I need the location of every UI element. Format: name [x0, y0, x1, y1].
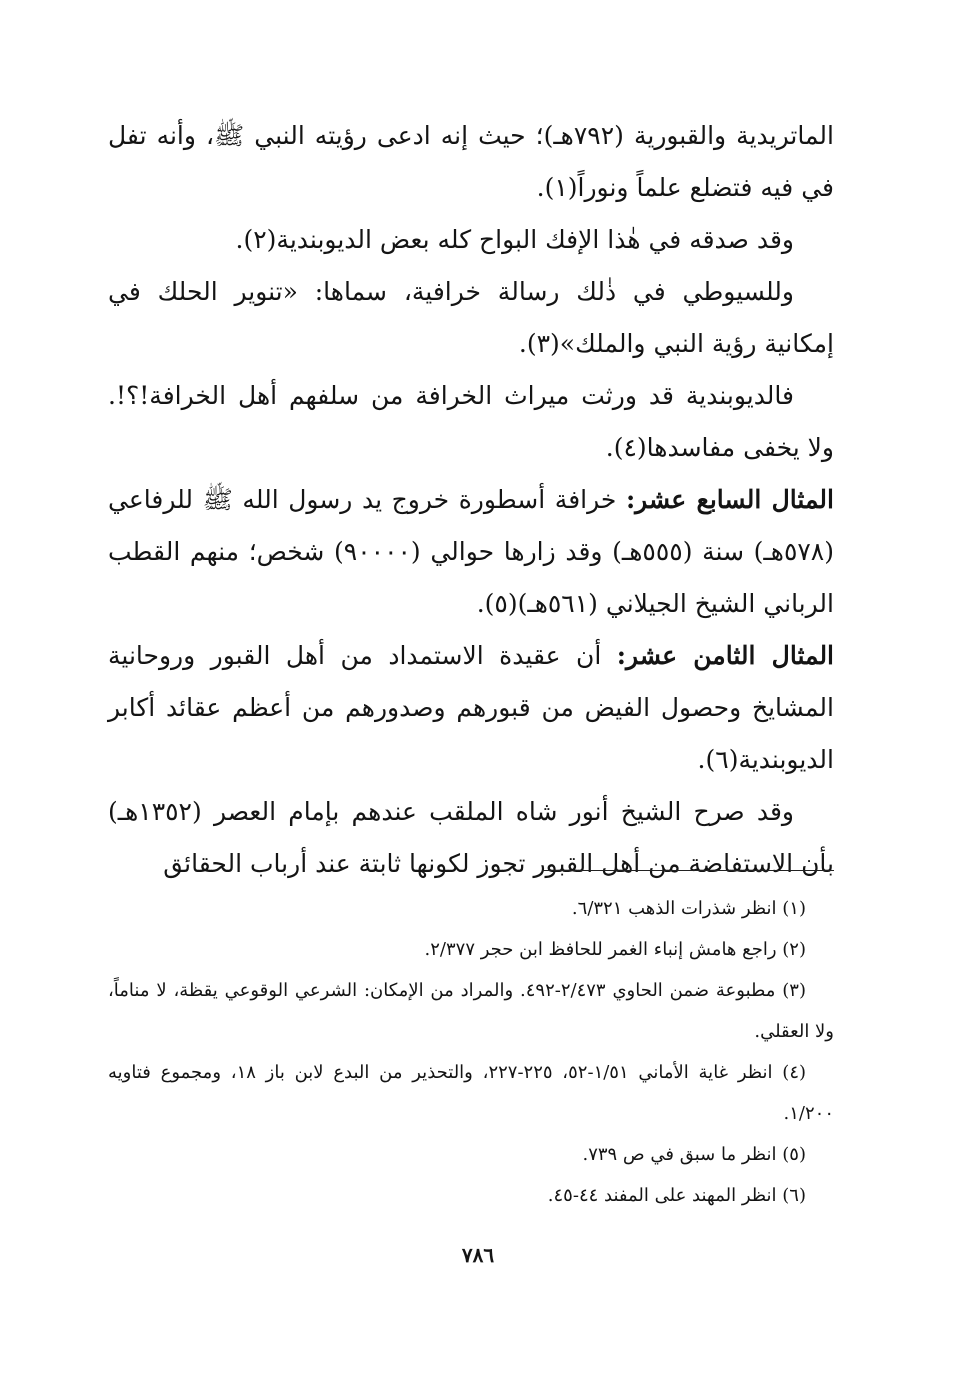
- paragraph-suyuti-treatise: وللسيوطي في ذٰلك رسالة خرافية، سماها: «تنوير الحلك في إمكانية رؤية النبي والملك»(٣).: [108, 277, 834, 358]
- main-text: [108, 110, 834, 890]
- footnote-2: (٢) راجع هامش إنباء الغمر للحافظ ابن حجر ٢/٣٧٧.: [424, 939, 806, 960]
- footnote-divider: [542, 870, 834, 871]
- example-17-text: خرافة أسطورة خروج يد رسول الله ﷺ للرفاعي (٥٧٨هـ) سنة (٥٥٥هـ) وقد زارها حوالي (٩٠٠٠٠) شخص؛ منهم القطب الرباني الشيخ الجيلاني (٥٦١هـ)(٥).: [108, 485, 835, 618]
- example-18-heading: المثال الثامن عشر:: [616, 641, 835, 670]
- example-18-text: أن عقيدة الاستمداد من أهل القبور وروحانية المشايخ وحصول الفيض من قبورهم وصدورهم من أعظم عقائد أكابر الديوبندية(٦).: [108, 641, 834, 774]
- paragraph-anwar-shah: وقد صرح الشيخ أنور شاه الملقب عندهم بإمام العصر (١٣٥٢هـ) بأن الاستفاضة من أهل القبور تجوز لكونها ثابتة عند أرباب الحقائق: [108, 797, 834, 878]
- example-17: [108, 474, 834, 630]
- footnote-4: (٤) انظر غاية الأماني ١/٥١-٥٢، ٢٢٥-٢٢٧، والتحذير من البدع لابن باز ١٨، ومجموع فتاويه ١/٢٠٠.: [108, 1062, 834, 1124]
- example-17-heading: المثال السابع عشر:: [625, 485, 834, 514]
- paragraph-deobandi-confirmation: وقد صدقه في هٰذا الإفك البواح كله بعض الديوبندية(٢).: [235, 225, 794, 254]
- footnotes: [108, 888, 834, 1216]
- example-18: [108, 630, 834, 786]
- footnote-6: (٦) انظر المهند على المفند ٤٤-٤٥.: [547, 1185, 806, 1206]
- paragraph-inheritance: فالديوبندية قد ورثت ميراث الخرافة من سلفهم أهل الخرافة!؟!. ولا يخفى مفاسدها(٤).: [108, 381, 834, 462]
- paragraph-maturidiyya: الماتريدية والقبورية (٧٩٢هـ)؛ حيث إنه ادعى رؤيته النبي ﷺ، وأنه تفل في فيه فتضلع علماً ونوراً(١).: [108, 121, 834, 202]
- footnote-1: (١) انظر شذرات الذهب ٦/٣٢١.: [571, 898, 806, 919]
- footnote-5: (٥) انظر ما سبق في ص ٧٣٩.: [582, 1144, 806, 1165]
- page-number: ٧٨٦: [461, 1243, 495, 1267]
- footnote-3: (٣) مطبوعة ضمن الحاوي ٢/٤٧٣-٤٩٢. والمراد من الإمكان: الشرعي الوقوعي يقظة، لا مناماً، ولا العقلي.: [108, 980, 834, 1042]
